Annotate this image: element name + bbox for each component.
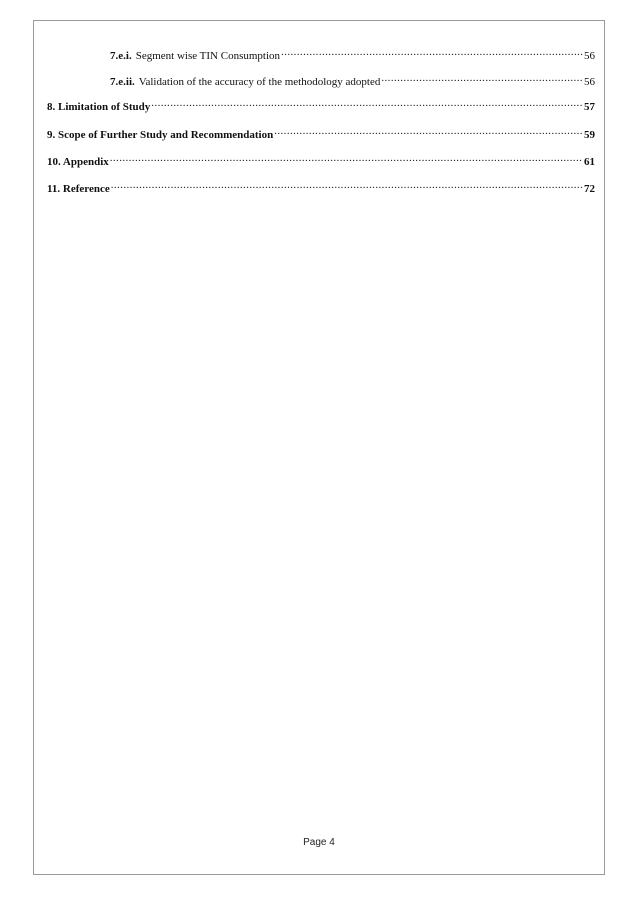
toc-entry-number: 7.e.ii. xyxy=(110,76,135,88)
toc-entry-reference[interactable] xyxy=(47,178,595,196)
toc-entry-title: 10. Appendix xyxy=(47,156,109,168)
toc-entry-appendix[interactable] xyxy=(47,151,595,169)
toc-entry-page: 57 xyxy=(584,101,595,113)
toc-entry-title: 9. Scope of Further Study and Recommendation xyxy=(47,129,274,141)
toc-entry-7-e-i[interactable] xyxy=(110,45,595,63)
toc-entry-limitation-of-study[interactable] xyxy=(47,96,595,114)
toc-entry-page: 72 xyxy=(584,183,595,195)
toc-dot-leader xyxy=(151,96,583,110)
page-number-footer: Page 4 xyxy=(303,837,335,848)
toc-dot-leader xyxy=(281,45,583,59)
toc-entry-page: 61 xyxy=(584,156,595,168)
toc-entry-title: Segment wise TIN Consumption xyxy=(135,50,281,62)
toc-dot-leader xyxy=(274,124,583,138)
toc-entry-page: 56 xyxy=(584,76,595,88)
toc-entry-title: Validation of the accuracy of the methodology adopted xyxy=(138,76,381,88)
toc-entry-number: 7.e.i. xyxy=(110,50,132,62)
toc-entry-title: 11. Reference xyxy=(47,183,110,195)
toc-dot-leader xyxy=(381,71,583,85)
toc-entry-page: 59 xyxy=(584,129,595,141)
toc-entry-title: 8. Limitation of Study xyxy=(47,101,151,113)
toc-entry-7-e-ii[interactable] xyxy=(110,71,595,89)
toc-dot-leader xyxy=(111,178,583,192)
toc-entry-page: 56 xyxy=(584,50,595,62)
toc-dot-leader xyxy=(110,151,583,165)
toc-entry-scope-of-further-study[interactable] xyxy=(47,124,595,142)
